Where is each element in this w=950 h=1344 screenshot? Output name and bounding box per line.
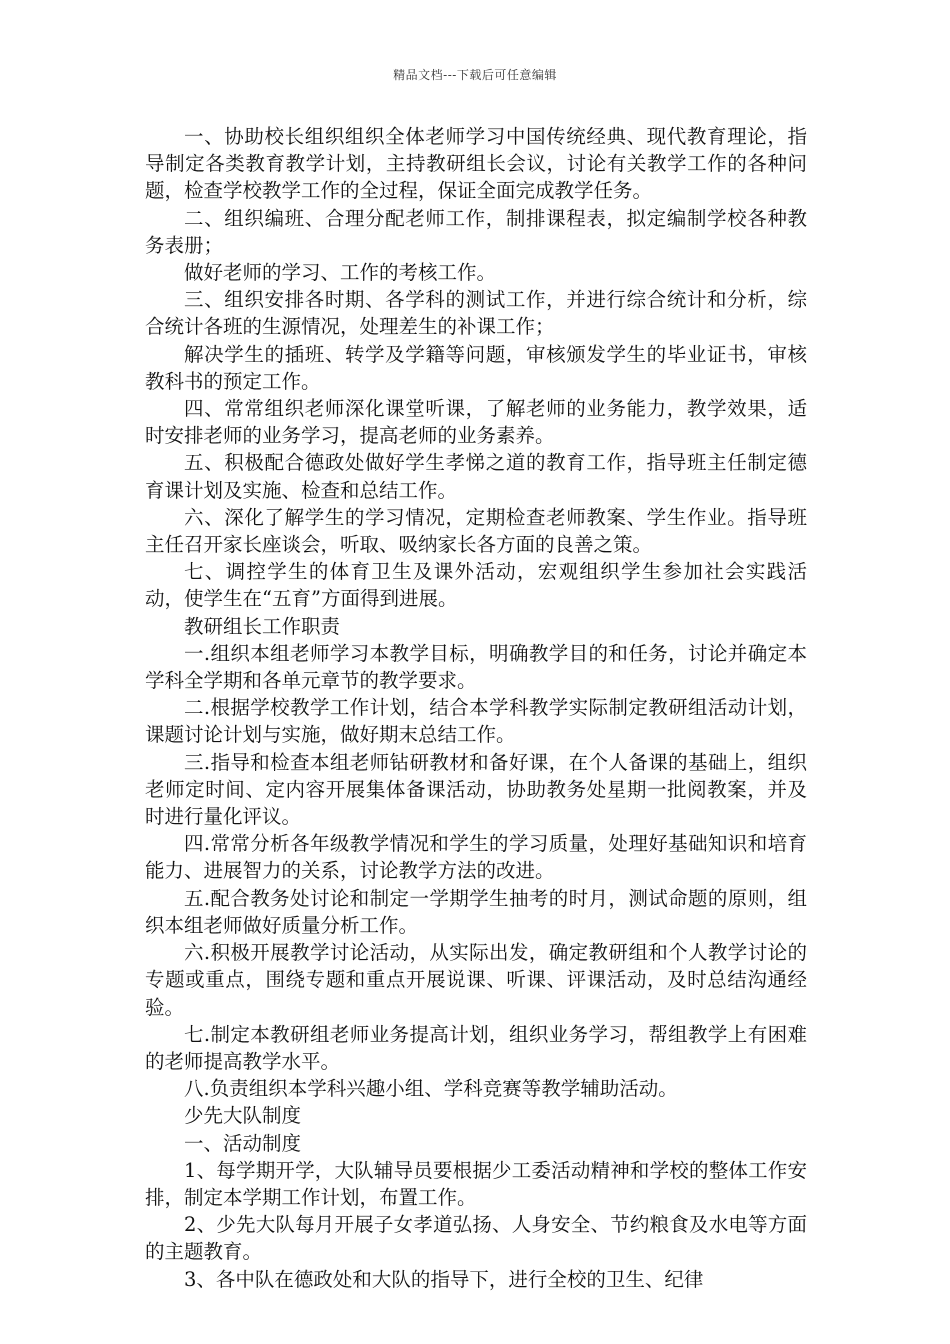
paragraph-17: 七.制定本教研组老师业务提高计划，组织业务学习，帮组教学上有困难的老师提高教学水平。: [145, 1022, 807, 1073]
paragraph-7: 五、积极配合德政处做好学生孝悌之道的教育工作，指导班主任制定德育课计划及实施、检查和总结工作。: [145, 451, 807, 502]
paragraph-8: 六、深化了解学生的学习情况，定期检查老师教案、学生作业。指导班主任召开家长座谈会，听取、吸纳家长各方面的良善之策。: [145, 505, 807, 557]
paragraph-23: 3、各中队在德政处和大队的指导下，进行全校的卫生、纪律: [184, 1267, 704, 1291]
paragraph-12: 二.根据学校教学工作计划，结合本学科教学实际制定教研组活动计划，课题讨论计划与实施，做好期末总结工作。: [145, 696, 807, 747]
paragraph-2: 二、组织编班、合理分配老师工作，制排课程表，拟定编制学校各种教务表册；: [145, 206, 807, 257]
paragraph-18: 八.负责组织本学科兴趣小组、学科竞赛等教学辅助活动。: [184, 1077, 678, 1101]
paragraph-16: 六.积极开展教学讨论活动，从实际出发，确定教研组和个人教学讨论的专题或重点，围绕专题和重点开展说课、听课、评课活动，及时总结沟通经验。: [145, 941, 807, 1019]
document-body: [145, 123, 807, 1293]
paragraph-1: 一、协助校长组织组织全体老师学习中国传统经典、现代教育理论，指导制定各类教育教学计划，主持教研组长会议，讨论有关教学工作的各种问题，检查学校教学工作的全过程，保证全面完成教学任务。: [145, 125, 807, 203]
section-heading-young-pioneers: 少先大队制度: [184, 1104, 302, 1128]
paragraph-21: 1、每学期开学，大队辅导员要根据少工委活动精神和学校的整体工作安排，制定本学期工作计划，布置工作。: [145, 1158, 807, 1209]
paragraph-11: 一.组织本组老师学习本教学目标，明确教学目的和任务，讨论并确定本学科全学期和各单元章节的教学要求。: [145, 641, 807, 693]
subsection-heading-activity: 一、活动制度: [184, 1131, 302, 1155]
page-header: 精品文档---下载后可任意编辑: [393, 68, 557, 82]
paragraph-14: 四.常常分析各年级教学情况和学生的学习质量，处理好基础知识和培育能力、进展智力的关系，讨论教学方法的改进。: [145, 832, 807, 883]
paragraph-5: 解决学生的插班、转学及学籍等问题，审核颁发学生的毕业证书，审核教科书的预定工作。: [145, 342, 807, 393]
section-heading-teaching-group: 教研组长工作职责: [184, 614, 341, 638]
paragraph-22: 2、少先大队每月开展子女孝道弘扬、人身安全、节约粮食及水电等方面的主题教育。: [145, 1213, 807, 1264]
paragraph-15: 五.配合教务处讨论和制定一学期学生抽考的时月，测试命题的原则，组织本组老师做好质量分析工作。: [145, 886, 807, 937]
paragraph-6: 四、常常组织老师深化课堂听课，了解老师的业务能力，教学效果，适时安排老师的业务学习，提高老师的业务素养。: [145, 397, 807, 448]
paragraph-3: 做好老师的学习、工作的考核工作。: [184, 261, 497, 285]
paragraph-4: 三、组织安排各时期、各学科的测试工作，并进行综合统计和分析，综合统计各班的生源情况，处理差生的补课工作；: [145, 288, 807, 339]
paragraph-9: 七、调控学生的体育卫生及课外活动，宏观组织学生参加社会实践活动，使学生在“五育”方面得到进展。: [145, 560, 807, 611]
paragraph-13: 三.指导和检查本组老师钻研教材和备好课，在个人备课的基础上，组织老师定时间、定内容开展集体备课活动，协助教务处星期一批阅教案，并及时进行量化评议。: [145, 750, 807, 829]
